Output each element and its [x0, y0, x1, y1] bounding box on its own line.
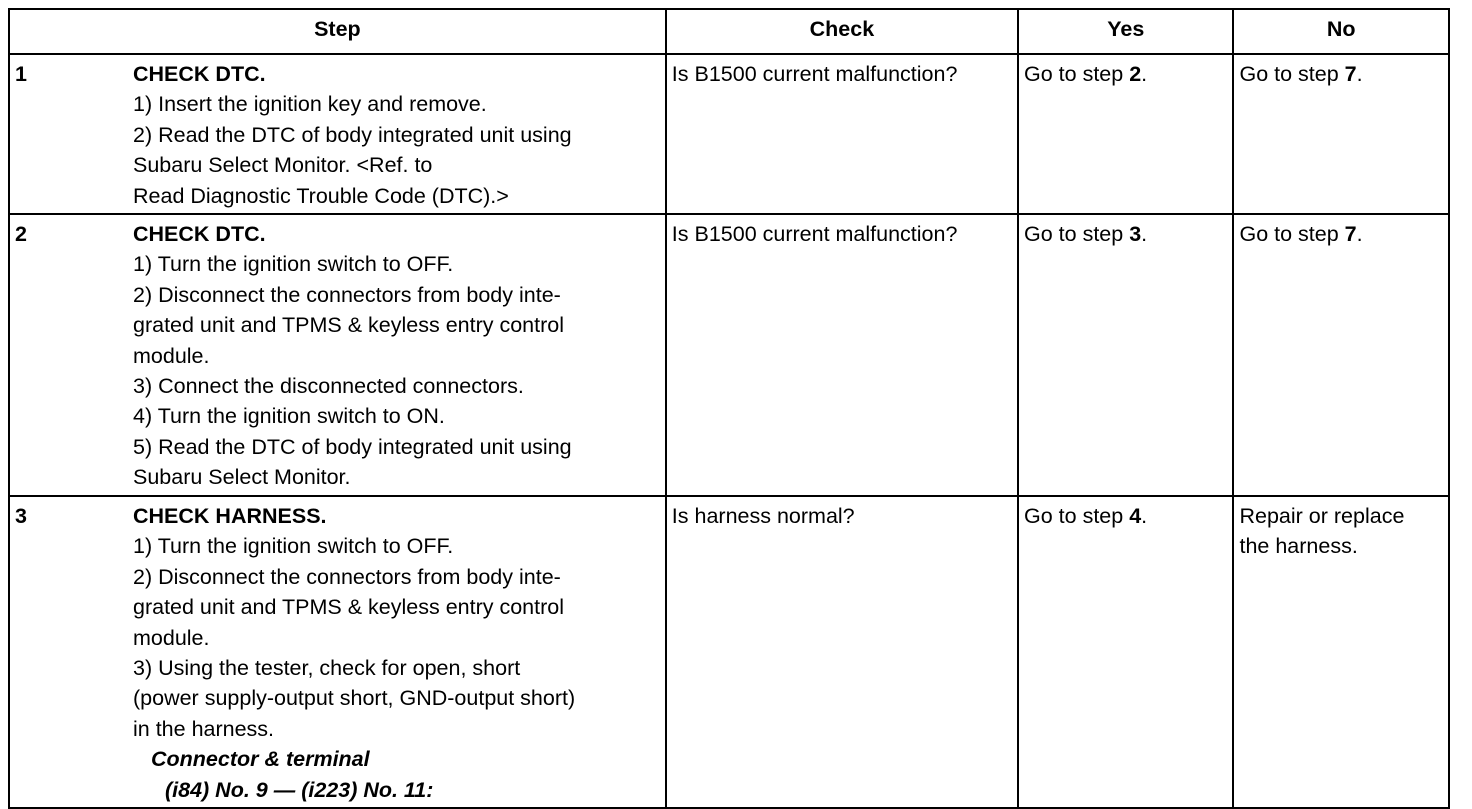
step-body: [133, 219, 660, 493]
yes-step-number: 4: [1129, 504, 1142, 529]
step-line: grated unit and TPMS & keyless entry control: [133, 595, 565, 620]
no-step-number: 7: [1344, 222, 1357, 247]
check-cell: Is B1500 current malfunction?: [666, 214, 1018, 496]
no-suffix: .: [1356, 62, 1363, 86]
step-line: 1) Turn the ignition switch to OFF.: [133, 534, 454, 559]
connector-terminal-label: Connector & terminal: [151, 747, 370, 772]
step-line: Read Diagnostic Trouble Code (DTC).>: [133, 183, 509, 208]
step-line: in the harness.: [133, 716, 275, 741]
step-line: (power supply-output short, GND-output short): [133, 686, 576, 711]
step-line: 3) Using the tester, check for open, short: [133, 656, 521, 681]
step-title: CHECK HARNESS.: [133, 504, 327, 529]
yes-cell: [1018, 214, 1233, 496]
step-line: 2) Read the DTC of body integrated unit using: [133, 122, 572, 147]
table-row: [9, 496, 1449, 808]
yes-suffix: .: [1141, 62, 1148, 86]
yes-suffix: .: [1141, 504, 1148, 529]
step-line: 5) Read the DTC of body integrated unit using: [133, 434, 572, 459]
step-title: CHECK DTC.: [133, 62, 266, 86]
no-prefix: Go to step: [1239, 222, 1345, 247]
step-line: 2) Disconnect the connectors from body inte-: [133, 564, 561, 589]
diagnostic-table: [8, 8, 1450, 809]
step-line: 1) Turn the ignition switch to OFF.: [133, 252, 454, 277]
yes-step-number: 3: [1129, 222, 1142, 247]
step-cell: [9, 214, 666, 496]
step-cell: [9, 496, 666, 808]
step-line: module.: [133, 343, 210, 368]
yes-cell: [1018, 54, 1233, 214]
step-line: 3) Connect the disconnected connectors.: [133, 374, 524, 399]
no-prefix: Go to step: [1239, 62, 1345, 86]
step-number: 1: [15, 62, 27, 86]
step-title: CHECK DTC.: [133, 222, 266, 247]
yes-prefix: Go to step: [1024, 62, 1130, 86]
yes-prefix: Go to step: [1024, 222, 1130, 247]
no-text-line: Repair or replace: [1239, 504, 1405, 529]
header-step: Step: [9, 9, 666, 54]
table-row: [9, 214, 1449, 496]
header-check: Check: [666, 9, 1018, 54]
yes-step-number: 2: [1129, 62, 1142, 86]
table-header-row: [9, 9, 1449, 54]
step-line: grated unit and TPMS & keyless entry control: [133, 313, 565, 338]
check-cell: Is B1500 current malfunction?: [666, 54, 1018, 214]
step-line: Subaru Select Monitor.: [133, 465, 351, 490]
header-yes: Yes: [1018, 9, 1233, 54]
yes-suffix: .: [1141, 222, 1148, 247]
yes-cell: [1018, 496, 1233, 808]
step-line: 1) Insert the ignition key and remove.: [133, 92, 487, 117]
no-step-number: 7: [1344, 62, 1357, 86]
step-body: [133, 501, 660, 805]
yes-prefix: Go to step: [1024, 504, 1130, 529]
no-text-line: the harness.: [1239, 534, 1358, 559]
step-body: [133, 59, 660, 211]
step-line: 2) Disconnect the connectors from body inte-: [133, 282, 561, 307]
connector-terminal-value: (i84) No. 9 — (i223) No. 11:: [165, 777, 434, 802]
check-cell: Is harness normal?: [666, 496, 1018, 808]
step-number: 3: [15, 504, 27, 529]
step-line: module.: [133, 625, 210, 650]
step-line: 4) Turn the ignition switch to ON.: [133, 404, 445, 429]
no-cell: [1233, 214, 1449, 496]
no-cell: [1233, 54, 1449, 214]
no-suffix: .: [1356, 222, 1363, 247]
header-no: No: [1233, 9, 1449, 54]
no-cell: [1233, 496, 1449, 808]
table-row: [9, 54, 1449, 214]
step-number: 2: [15, 222, 27, 247]
step-cell: [9, 54, 666, 214]
step-line: Subaru Select Monitor. <Ref. to: [133, 153, 433, 178]
